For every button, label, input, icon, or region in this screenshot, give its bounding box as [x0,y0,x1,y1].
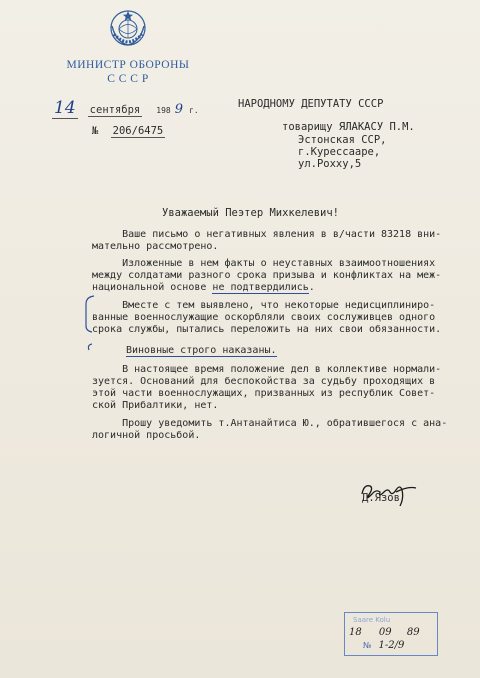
para3-line1: Вместе с тем выявлено, что некоторые недисциплиниро- [92,300,436,311]
para2-line3 [92,282,315,294]
para2-line2: между солдатами разного срока призыва и конфликтах на меж- [92,270,442,281]
para2-line1: Изложенные в нем факты о неуставных взаимоотношениях [92,258,436,269]
not-confirmed-underlined: не подтвердились [212,282,309,293]
ministry-heading [58,58,198,86]
para5-line3: этой части военнослужащих, призванных из республик Совет- [92,388,436,399]
date-line [52,98,199,119]
stamp-number [363,640,404,651]
para5-line1: В настоящее время положение дел в коллективе нормали- [92,364,442,375]
number-value: 206/6475 [112,125,164,137]
salutation: Уважаемый Пеэтер Михкелевич! [162,207,340,219]
number-label: № [92,125,99,137]
date-suffix: г. [189,106,199,115]
date-year-prefix: 198 [156,106,171,115]
para5-line4: ской Прибалтики, нет. [92,400,219,411]
document-number [92,125,165,138]
stamp-number-label: № [363,641,372,650]
para6-line1: Прошу уведомить т.Антанайтиса Ю., обратившегося с ана- [92,418,448,429]
guilty-punished-underlined: Виновные строго наказаны. [126,345,277,356]
date-year-digit: 9 [174,102,184,117]
date-month: сентября [89,104,141,116]
para1-line1: Ваше письмо о негативных явления в в/части 83218 вни- [92,229,442,240]
para1-line2: мательно рассмотрено. [92,241,219,252]
para3-line2: ванные военнослужащие оскорбляли своих сослуживцев одного [92,312,436,323]
stamp-day: 18 [349,627,362,638]
para4-line1 [126,345,277,357]
para6-line2: логичной просьбой. [92,430,201,441]
ussr-emblem-icon [108,8,148,48]
stamp-year: 89 [406,627,420,638]
ministry-line1: МИНИСТР ОБОРОНЫ [66,59,190,71]
date-day: 14 [54,98,76,118]
recipient-line3: Эстонская ССР, [298,134,387,146]
para2-line3-c: . [308,282,315,293]
para2-line3-a: национальной основе [92,282,213,293]
margin-bracket-mark [80,294,100,354]
stamp-header: Saare Kolu [353,616,391,624]
signatory-name: Д.Язов [362,492,400,504]
ministry-line2: С С С Р [107,73,149,85]
registration-stamp [344,612,438,656]
stamp-date [349,627,420,638]
recipient-line2: товарищу ЯЛАКАСУ П.М. [282,121,415,133]
recipient-line1: НАРОДНОМУ ДЕПУТАТУ СССР [238,98,384,110]
recipient-line5: ул.Рохху,5 [298,158,362,170]
para3-line3: срока службы, пытались переложить на них свои обязанности. [92,324,442,335]
recipient-line4: г.Курессааре, [298,146,381,158]
para5-line2: зуется. Оснований для беспокойства за судьбу проходящих в [92,376,436,387]
stamp-month: 09 [378,627,392,638]
stamp-number-value: 1-2/9 [378,640,405,651]
